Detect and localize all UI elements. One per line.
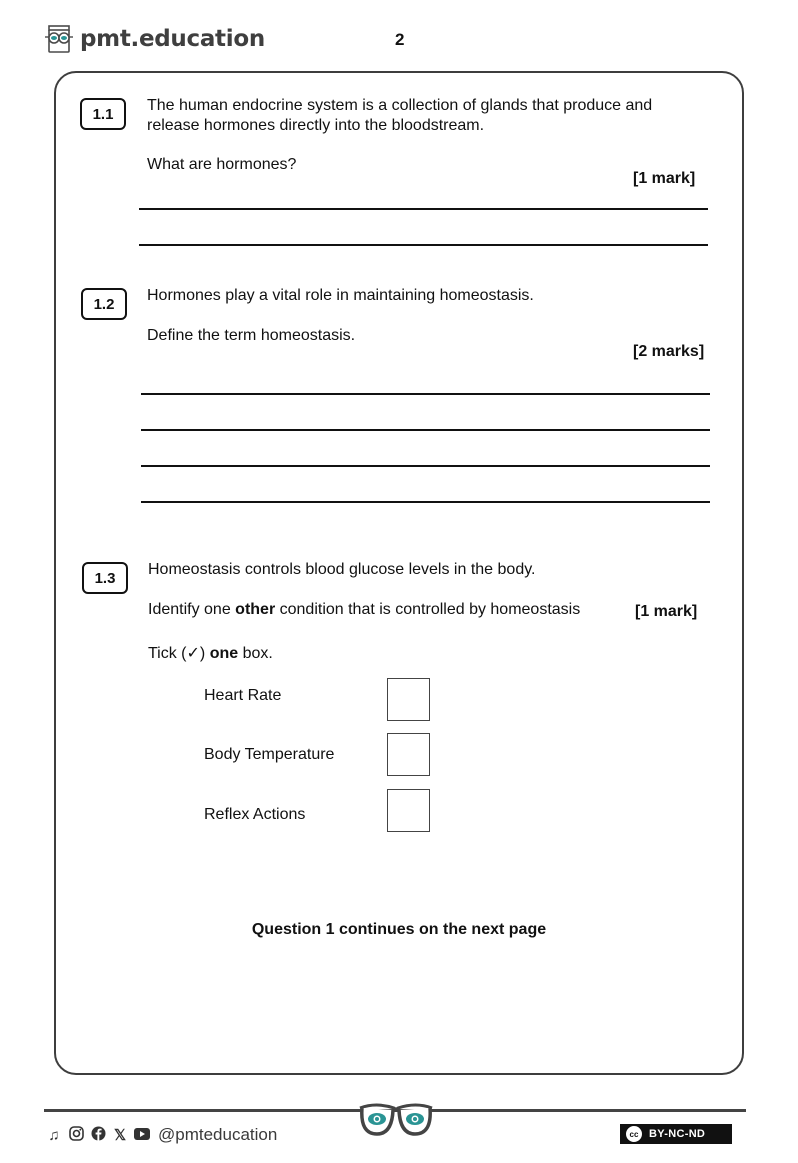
license-text: BY-NC-ND bbox=[649, 1128, 706, 1140]
question-1-3-prompt bbox=[148, 600, 580, 620]
question-1-3-stem: Homeostasis controls blood glucose levels in the body. bbox=[148, 561, 536, 578]
glasses-icon bbox=[356, 1100, 436, 1138]
question-1-1-marks: [1 mark] bbox=[633, 170, 696, 187]
license-badge bbox=[620, 1124, 732, 1144]
prompt-emphasis: other bbox=[235, 601, 276, 618]
question-number-1-3: 1.3 bbox=[82, 562, 128, 594]
x-icon[interactable]: 𝕏 bbox=[113, 1127, 127, 1144]
answer-line[interactable] bbox=[139, 208, 708, 210]
option-label-heart-rate: Heart Rate bbox=[204, 687, 282, 704]
prompt-text: Identify one bbox=[148, 601, 236, 618]
youtube-icon[interactable] bbox=[134, 1127, 150, 1144]
question-1-1-stem: The human endocrine system is a collection of glands that produce and release hormones directly into the bloodstream. bbox=[147, 97, 653, 134]
instruction-text: Tick (✓) bbox=[148, 645, 210, 662]
question-1-2-marks: [2 marks] bbox=[633, 343, 705, 360]
option-label-reflex-actions: Reflex Actions bbox=[204, 806, 306, 823]
question-1-3-marks: [1 mark] bbox=[635, 603, 698, 620]
question-1-2-prompt: Define the term homeostasis. bbox=[147, 327, 356, 344]
answer-line[interactable] bbox=[141, 501, 710, 503]
question-number-1-2: 1.2 bbox=[81, 288, 127, 320]
social-handle[interactable]: @pmteducation bbox=[158, 1125, 278, 1144]
book-glasses-icon bbox=[44, 24, 74, 54]
facebook-icon[interactable] bbox=[90, 1126, 106, 1145]
creative-commons-icon: cc bbox=[625, 1125, 643, 1143]
tickbox-heart-rate[interactable] bbox=[387, 678, 430, 721]
answer-line[interactable] bbox=[141, 429, 710, 431]
instruction-text: box. bbox=[238, 645, 273, 662]
continue-note: Question 1 continues on the next page bbox=[251, 921, 547, 938]
tickbox-body-temperature[interactable] bbox=[387, 733, 430, 776]
option-label-body-temperature: Body Temperature bbox=[204, 746, 335, 763]
question-1-1-prompt: What are hormones? bbox=[147, 156, 297, 173]
answer-line[interactable] bbox=[141, 465, 710, 467]
instagram-icon[interactable] bbox=[68, 1126, 84, 1145]
answer-line[interactable] bbox=[141, 393, 710, 395]
instruction-emphasis: one bbox=[209, 645, 239, 662]
tiktok-icon[interactable]: ♫ bbox=[48, 1126, 60, 1144]
tickbox-reflex-actions[interactable] bbox=[387, 789, 430, 832]
social-links bbox=[46, 1125, 277, 1145]
brand-name: pmt.education bbox=[80, 26, 265, 52]
question-number-1-1: 1.1 bbox=[80, 98, 126, 130]
prompt-text: condition that is controlled by homeostasis bbox=[275, 601, 581, 618]
brand-logo bbox=[44, 24, 265, 54]
question-1-2-stem: Hormones play a vital role in maintaining homeostasis. bbox=[147, 287, 534, 304]
tick-instruction bbox=[148, 644, 273, 664]
answer-line[interactable] bbox=[139, 244, 708, 246]
page-number: 2 bbox=[395, 30, 405, 49]
